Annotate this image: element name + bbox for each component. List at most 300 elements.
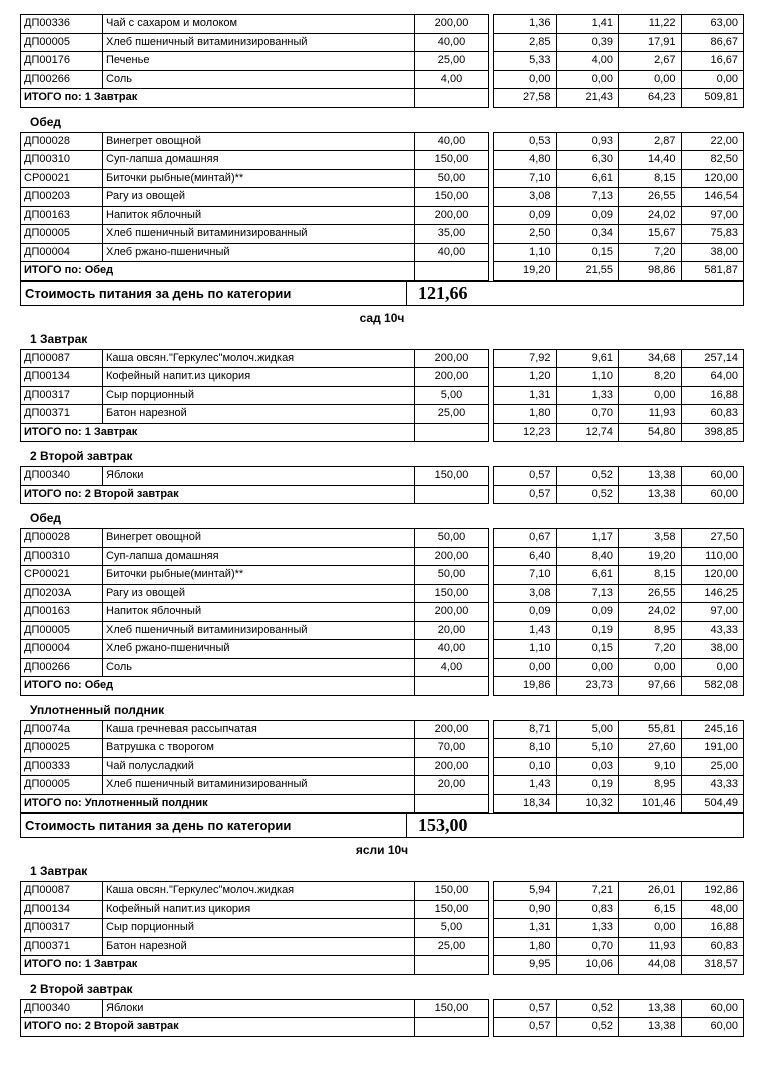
dish-table-left xyxy=(20,881,489,975)
dish-row xyxy=(21,386,489,405)
dish-code-cell: ДП00005 xyxy=(21,621,103,640)
total-value-cell: 504,49 xyxy=(681,794,744,813)
dish-value-cell: 1,36 xyxy=(494,15,557,34)
dish-value-cell: 27,60 xyxy=(619,739,682,758)
dish-value-cell: 0,00 xyxy=(494,658,557,677)
dish-values-row xyxy=(494,882,744,901)
dish-name-cell: Хлеб пшеничный витаминизированный xyxy=(103,621,415,640)
dish-qty-cell: 35,00 xyxy=(415,225,489,244)
dish-value-cell: 0,03 xyxy=(556,757,619,776)
total-value-cell: 21,55 xyxy=(556,262,619,281)
dish-qty-cell: 40,00 xyxy=(415,640,489,659)
dish-name-cell: Хлеб пшеничный витаминизированный xyxy=(103,776,415,795)
daily-cost-row xyxy=(20,813,744,838)
dish-value-cell: 75,83 xyxy=(681,225,744,244)
dish-qty-cell: 200,00 xyxy=(415,547,489,566)
dish-value-cell: 16,88 xyxy=(681,919,744,938)
dish-value-cell: 257,14 xyxy=(681,349,744,368)
dish-value-cell: 34,68 xyxy=(619,349,682,368)
dish-code-cell: ДП00163 xyxy=(21,206,103,225)
dish-value-cell: 82,50 xyxy=(681,151,744,170)
dish-value-cell: 0,00 xyxy=(494,70,557,89)
dish-code-cell: ДП00310 xyxy=(21,547,103,566)
dish-qty-cell: 200,00 xyxy=(415,349,489,368)
dish-name-cell: Винегрет овощной xyxy=(103,529,415,548)
total-label-cell: ИТОГО по: Обед xyxy=(21,677,415,696)
dish-row xyxy=(21,169,489,188)
dish-value-cell: 43,33 xyxy=(681,776,744,795)
dish-row xyxy=(21,405,489,424)
total-value-cell: 0,52 xyxy=(556,1018,619,1037)
dish-value-cell: 0,39 xyxy=(556,33,619,52)
total-value-cell: 18,34 xyxy=(494,794,557,813)
total-value-cell: 23,73 xyxy=(556,677,619,696)
dish-name-cell: Суп-лапша домашняя xyxy=(103,547,415,566)
dish-values-row xyxy=(494,566,744,585)
total-row xyxy=(21,956,489,975)
dish-name-cell: Винегрет овощной xyxy=(103,132,415,151)
dish-value-cell: 16,67 xyxy=(681,52,744,71)
dish-code-cell: ДП00176 xyxy=(21,52,103,71)
dish-value-cell: 6,61 xyxy=(556,169,619,188)
total-values-row xyxy=(494,89,744,108)
dish-values-row xyxy=(494,15,744,34)
dish-table-left xyxy=(20,14,489,108)
dish-value-cell: 1,31 xyxy=(494,919,557,938)
dish-value-cell: 6,61 xyxy=(556,566,619,585)
dish-value-cell: 97,00 xyxy=(681,206,744,225)
dish-row xyxy=(21,33,489,52)
dish-name-cell: Кофейный напит.из цикория xyxy=(103,368,415,387)
dish-values-row xyxy=(494,386,744,405)
dish-table-values xyxy=(493,881,744,975)
daily-cost-label: Стоимость питания за день по категории xyxy=(21,814,407,837)
dish-qty-cell: 5,00 xyxy=(415,386,489,405)
dish-name-cell: Биточки рыбные(минтай)** xyxy=(103,566,415,585)
dish-value-cell: 0,83 xyxy=(556,900,619,919)
dish-name-cell: Чай с сахаром и молоком xyxy=(103,15,415,34)
dish-table-left xyxy=(20,528,489,696)
dish-code-cell: ДП00087 xyxy=(21,882,103,901)
total-row xyxy=(21,1018,489,1037)
dish-code-cell: ДП0203А xyxy=(21,584,103,603)
dish-row xyxy=(21,900,489,919)
total-value-cell: 318,57 xyxy=(681,956,744,975)
dish-code-cell: ДП00340 xyxy=(21,467,103,486)
dish-values-row xyxy=(494,243,744,262)
total-value-cell: 12,74 xyxy=(556,423,619,442)
dish-name-cell: Каша гречневая рассыпчатая xyxy=(103,720,415,739)
dish-values-row xyxy=(494,900,744,919)
category-title: сад 10ч xyxy=(359,310,405,325)
dish-value-cell: 4,80 xyxy=(494,151,557,170)
dish-code-cell: ДП00203 xyxy=(21,188,103,207)
dish-name-cell: Хлеб пшеничный витаминизированный xyxy=(103,225,415,244)
dish-name-cell: Хлеб пшеничный витаминизированный xyxy=(103,33,415,52)
dish-value-cell: 0,10 xyxy=(494,757,557,776)
total-label-cell: ИТОГО по: Обед xyxy=(21,262,415,281)
dish-value-cell: 26,55 xyxy=(619,188,682,207)
dish-value-cell: 11,93 xyxy=(619,937,682,956)
dish-row xyxy=(21,720,489,739)
dish-table-values xyxy=(493,528,744,696)
total-value-cell: 27,58 xyxy=(494,89,557,108)
dish-code-cell: СР00021 xyxy=(21,566,103,585)
dish-value-cell: 191,00 xyxy=(681,739,744,758)
dish-value-cell: 60,83 xyxy=(681,405,744,424)
total-value-cell: 582,08 xyxy=(681,677,744,696)
dish-value-cell: 27,50 xyxy=(681,529,744,548)
dish-value-cell: 0,00 xyxy=(619,919,682,938)
dish-value-cell: 17,91 xyxy=(619,33,682,52)
category-title: ясли 10ч xyxy=(355,843,409,857)
dish-value-cell: 3,08 xyxy=(494,188,557,207)
dish-value-cell: 0,90 xyxy=(494,900,557,919)
dish-value-cell: 6,40 xyxy=(494,547,557,566)
dish-name-cell: Каша овсян."Геркулес"молоч.жидкая xyxy=(103,882,415,901)
dish-row xyxy=(21,132,489,151)
dish-row xyxy=(21,349,489,368)
dish-row xyxy=(21,70,489,89)
dish-value-cell: 38,00 xyxy=(681,243,744,262)
daily-cost-value: 153,00 xyxy=(418,815,468,835)
dish-row xyxy=(21,658,489,677)
dish-value-cell: 9,61 xyxy=(556,349,619,368)
dish-value-cell: 6,15 xyxy=(619,900,682,919)
dish-name-cell: Хлеб ржано-пшеничный xyxy=(103,243,415,262)
total-values-row xyxy=(494,485,744,504)
dish-table-values xyxy=(493,349,744,443)
dish-row xyxy=(21,999,489,1018)
dish-value-cell: 245,16 xyxy=(681,720,744,739)
total-value-cell: 13,38 xyxy=(619,485,682,504)
dish-value-cell: 0,00 xyxy=(619,70,682,89)
dish-code-cell: ДП00310 xyxy=(21,151,103,170)
dish-value-cell: 7,21 xyxy=(556,882,619,901)
dish-value-cell: 3,58 xyxy=(619,529,682,548)
meal-section-title: 2 Второй завтрак xyxy=(30,981,133,996)
dish-value-cell: 5,94 xyxy=(494,882,557,901)
dish-value-cell: 0,57 xyxy=(494,999,557,1018)
dish-value-cell: 8,71 xyxy=(494,720,557,739)
dish-qty-cell: 4,00 xyxy=(415,70,489,89)
dish-value-cell: 0,53 xyxy=(494,132,557,151)
dish-values-row xyxy=(494,621,744,640)
total-values-row xyxy=(494,677,744,696)
dish-code-cell: ДП00025 xyxy=(21,739,103,758)
daily-cost-label: Стоимость питания за день по категории xyxy=(21,282,407,305)
dish-value-cell: 120,00 xyxy=(681,169,744,188)
total-value-cell: 0,57 xyxy=(494,485,557,504)
dish-qty-cell: 20,00 xyxy=(415,776,489,795)
dish-row xyxy=(21,547,489,566)
dish-qty-cell: 150,00 xyxy=(415,151,489,170)
dish-value-cell: 1,20 xyxy=(494,368,557,387)
dish-code-cell: ДП00028 xyxy=(21,132,103,151)
dish-code-cell: ДП00336 xyxy=(21,15,103,34)
dish-name-cell: Хлеб ржано-пшеничный xyxy=(103,640,415,659)
dish-value-cell: 0,09 xyxy=(556,206,619,225)
report-content xyxy=(20,14,744,1037)
dish-row xyxy=(21,368,489,387)
dish-row xyxy=(21,225,489,244)
total-label-cell: ИТОГО по: 1 Завтрак xyxy=(21,423,415,442)
daily-cost-row xyxy=(20,281,744,306)
dish-row xyxy=(21,529,489,548)
total-values-row xyxy=(494,794,744,813)
dish-row xyxy=(21,52,489,71)
dish-values-row xyxy=(494,132,744,151)
dish-value-cell: 0,70 xyxy=(556,405,619,424)
dish-value-cell: 192,86 xyxy=(681,882,744,901)
dish-code-cell: ДП00004 xyxy=(21,243,103,262)
dish-value-cell: 55,81 xyxy=(619,720,682,739)
dish-row xyxy=(21,151,489,170)
dish-name-cell: Сыр порционный xyxy=(103,386,415,405)
dish-value-cell: 22,00 xyxy=(681,132,744,151)
dish-qty-cell: 50,00 xyxy=(415,169,489,188)
dish-value-cell: 8,20 xyxy=(619,368,682,387)
dish-name-cell: Рагу из овощей xyxy=(103,188,415,207)
dish-value-cell: 63,00 xyxy=(681,15,744,34)
dish-table-values xyxy=(493,999,744,1037)
dish-name-cell: Кофейный напит.из цикория xyxy=(103,900,415,919)
total-value-cell: 0,57 xyxy=(494,1018,557,1037)
meal-section-title: 1 Завтрак xyxy=(30,331,88,346)
dish-row xyxy=(21,15,489,34)
meal-table xyxy=(20,881,744,975)
meal-table xyxy=(20,132,744,281)
dish-value-cell: 26,01 xyxy=(619,882,682,901)
dish-name-cell: Напиток яблочный xyxy=(103,206,415,225)
dish-value-cell: 11,93 xyxy=(619,405,682,424)
dish-value-cell: 0,70 xyxy=(556,937,619,956)
dish-value-cell: 11,22 xyxy=(619,15,682,34)
dish-code-cell: ДП00266 xyxy=(21,70,103,89)
dish-value-cell: 0,15 xyxy=(556,243,619,262)
dish-value-cell: 1,10 xyxy=(494,640,557,659)
meal-table xyxy=(20,466,744,504)
dish-values-row xyxy=(494,547,744,566)
dish-value-cell: 0,19 xyxy=(556,776,619,795)
dish-value-cell: 1,80 xyxy=(494,937,557,956)
total-value-cell: 10,06 xyxy=(556,956,619,975)
dish-row xyxy=(21,757,489,776)
total-value-cell: 54,80 xyxy=(619,423,682,442)
dish-value-cell: 14,40 xyxy=(619,151,682,170)
dish-code-cell: ДП00340 xyxy=(21,999,103,1018)
dish-values-row xyxy=(494,206,744,225)
dish-values-row xyxy=(494,169,744,188)
dish-qty-cell: 40,00 xyxy=(415,243,489,262)
dish-table-left xyxy=(20,466,489,504)
dish-value-cell: 120,00 xyxy=(681,566,744,585)
dish-code-cell: ДП00266 xyxy=(21,658,103,677)
dish-code-cell: ДП00317 xyxy=(21,386,103,405)
dish-value-cell: 24,02 xyxy=(619,206,682,225)
dish-values-row xyxy=(494,529,744,548)
total-row xyxy=(21,677,489,696)
dish-value-cell: 0,15 xyxy=(556,640,619,659)
dish-value-cell: 2,87 xyxy=(619,132,682,151)
meal-table xyxy=(20,999,744,1037)
dish-values-row xyxy=(494,640,744,659)
dish-value-cell: 19,20 xyxy=(619,547,682,566)
dish-values-row xyxy=(494,467,744,486)
dish-code-cell: ДП0074а xyxy=(21,720,103,739)
dish-values-row xyxy=(494,919,744,938)
dish-value-cell: 7,20 xyxy=(619,243,682,262)
dish-qty-cell: 150,00 xyxy=(415,882,489,901)
dish-value-cell: 110,00 xyxy=(681,547,744,566)
dish-name-cell: Яблоки xyxy=(103,467,415,486)
dish-value-cell: 0,09 xyxy=(494,603,557,622)
dish-value-cell: 60,00 xyxy=(681,999,744,1018)
dish-value-cell: 2,67 xyxy=(619,52,682,71)
dish-value-cell: 7,20 xyxy=(619,640,682,659)
dish-value-cell: 5,10 xyxy=(556,739,619,758)
dish-value-cell: 8,95 xyxy=(619,776,682,795)
dish-value-cell: 60,83 xyxy=(681,937,744,956)
dish-values-row xyxy=(494,52,744,71)
dish-values-row xyxy=(494,405,744,424)
dish-qty-cell: 200,00 xyxy=(415,720,489,739)
dish-value-cell: 1,33 xyxy=(556,919,619,938)
total-value-cell: 0,52 xyxy=(556,485,619,504)
dish-value-cell: 7,13 xyxy=(556,584,619,603)
total-row xyxy=(21,794,489,813)
dish-values-row xyxy=(494,70,744,89)
dish-qty-cell: 200,00 xyxy=(415,206,489,225)
meal-section-title: Обед xyxy=(30,114,62,129)
dish-name-cell: Каша овсян."Геркулес"молоч.жидкая xyxy=(103,349,415,368)
dish-row xyxy=(21,206,489,225)
dish-qty-cell: 40,00 xyxy=(415,132,489,151)
total-row xyxy=(21,423,489,442)
dish-value-cell: 0,00 xyxy=(619,386,682,405)
dish-value-cell: 7,13 xyxy=(556,188,619,207)
dish-code-cell: ДП00163 xyxy=(21,603,103,622)
dish-value-cell: 0,19 xyxy=(556,621,619,640)
dish-name-cell: Печенье xyxy=(103,52,415,71)
dish-table-values xyxy=(493,132,744,281)
dish-value-cell: 8,10 xyxy=(494,739,557,758)
dish-value-cell: 1,17 xyxy=(556,529,619,548)
dish-row xyxy=(21,243,489,262)
dish-table-left xyxy=(20,999,489,1037)
dish-code-cell: ДП00134 xyxy=(21,900,103,919)
dish-name-cell: Чай полусладкий xyxy=(103,757,415,776)
dish-code-cell: СР00021 xyxy=(21,169,103,188)
dish-row xyxy=(21,882,489,901)
dish-qty-cell: 200,00 xyxy=(415,15,489,34)
dish-qty-cell: 4,00 xyxy=(415,658,489,677)
dish-value-cell: 60,00 xyxy=(681,467,744,486)
dish-code-cell: ДП00005 xyxy=(21,776,103,795)
total-value-cell: 10,32 xyxy=(556,794,619,813)
dish-value-cell: 1,10 xyxy=(556,368,619,387)
total-label-cell: ИТОГО по: 2 Второй завтрак xyxy=(21,1018,415,1037)
dish-values-row xyxy=(494,33,744,52)
dish-row xyxy=(21,584,489,603)
dish-value-cell: 146,54 xyxy=(681,188,744,207)
dish-values-row xyxy=(494,999,744,1018)
total-value-cell: 101,46 xyxy=(619,794,682,813)
dish-value-cell: 26,55 xyxy=(619,584,682,603)
dish-value-cell: 0,00 xyxy=(556,658,619,677)
total-row xyxy=(21,89,489,108)
dish-value-cell: 1,31 xyxy=(494,386,557,405)
dish-qty-cell: 150,00 xyxy=(415,188,489,207)
dish-values-row xyxy=(494,225,744,244)
dish-values-row xyxy=(494,720,744,739)
dish-value-cell: 4,00 xyxy=(556,52,619,71)
total-label-cell: ИТОГО по: 1 Завтрак xyxy=(21,89,415,108)
dish-value-cell: 0,09 xyxy=(494,206,557,225)
total-qty-cell xyxy=(415,89,489,108)
dish-name-cell: Рагу из овощей xyxy=(103,584,415,603)
dish-value-cell: 6,30 xyxy=(556,151,619,170)
dish-code-cell: ДП00333 xyxy=(21,757,103,776)
dish-code-cell: ДП00371 xyxy=(21,937,103,956)
total-qty-cell xyxy=(415,677,489,696)
dish-qty-cell: 200,00 xyxy=(415,368,489,387)
dish-values-row xyxy=(494,151,744,170)
meal-section-title: 1 Завтрак xyxy=(30,864,88,878)
dish-name-cell: Ватрушка с творогом xyxy=(103,739,415,758)
dish-row xyxy=(21,640,489,659)
dish-row xyxy=(21,919,489,938)
total-row xyxy=(21,262,489,281)
dish-code-cell: ДП00371 xyxy=(21,405,103,424)
dish-value-cell: 43,33 xyxy=(681,621,744,640)
dish-table-values xyxy=(493,466,744,504)
dish-qty-cell: 20,00 xyxy=(415,621,489,640)
dish-values-row xyxy=(494,739,744,758)
dish-name-cell: Соль xyxy=(103,70,415,89)
dish-value-cell: 0,57 xyxy=(494,467,557,486)
total-label-cell: ИТОГО по: 2 Второй завтрак xyxy=(21,485,415,504)
total-value-cell: 509,81 xyxy=(681,89,744,108)
dish-row xyxy=(21,603,489,622)
dish-value-cell: 64,00 xyxy=(681,368,744,387)
dish-qty-cell: 5,00 xyxy=(415,919,489,938)
dish-value-cell: 1,10 xyxy=(494,243,557,262)
dish-value-cell: 25,00 xyxy=(681,757,744,776)
dish-value-cell: 8,95 xyxy=(619,621,682,640)
total-values-row xyxy=(494,1018,744,1037)
dish-code-cell: ДП00005 xyxy=(21,225,103,244)
total-value-cell: 64,23 xyxy=(619,89,682,108)
dish-value-cell: 38,00 xyxy=(681,640,744,659)
total-value-cell: 98,86 xyxy=(619,262,682,281)
total-value-cell: 398,85 xyxy=(681,423,744,442)
dish-value-cell: 2,85 xyxy=(494,33,557,52)
dish-name-cell: Соль xyxy=(103,658,415,677)
total-value-cell: 97,66 xyxy=(619,677,682,696)
dish-qty-cell: 150,00 xyxy=(415,467,489,486)
total-qty-cell xyxy=(415,262,489,281)
dish-value-cell: 0,52 xyxy=(556,467,619,486)
dish-value-cell: 0,67 xyxy=(494,529,557,548)
total-label-cell: ИТОГО по: Уплотненный полдник xyxy=(21,794,415,813)
dish-name-cell: Напиток яблочный xyxy=(103,603,415,622)
total-qty-cell xyxy=(415,423,489,442)
dish-qty-cell: 25,00 xyxy=(415,405,489,424)
dish-qty-cell: 70,00 xyxy=(415,739,489,758)
meal-section-title: Обед xyxy=(30,511,62,525)
total-value-cell: 9,95 xyxy=(494,956,557,975)
